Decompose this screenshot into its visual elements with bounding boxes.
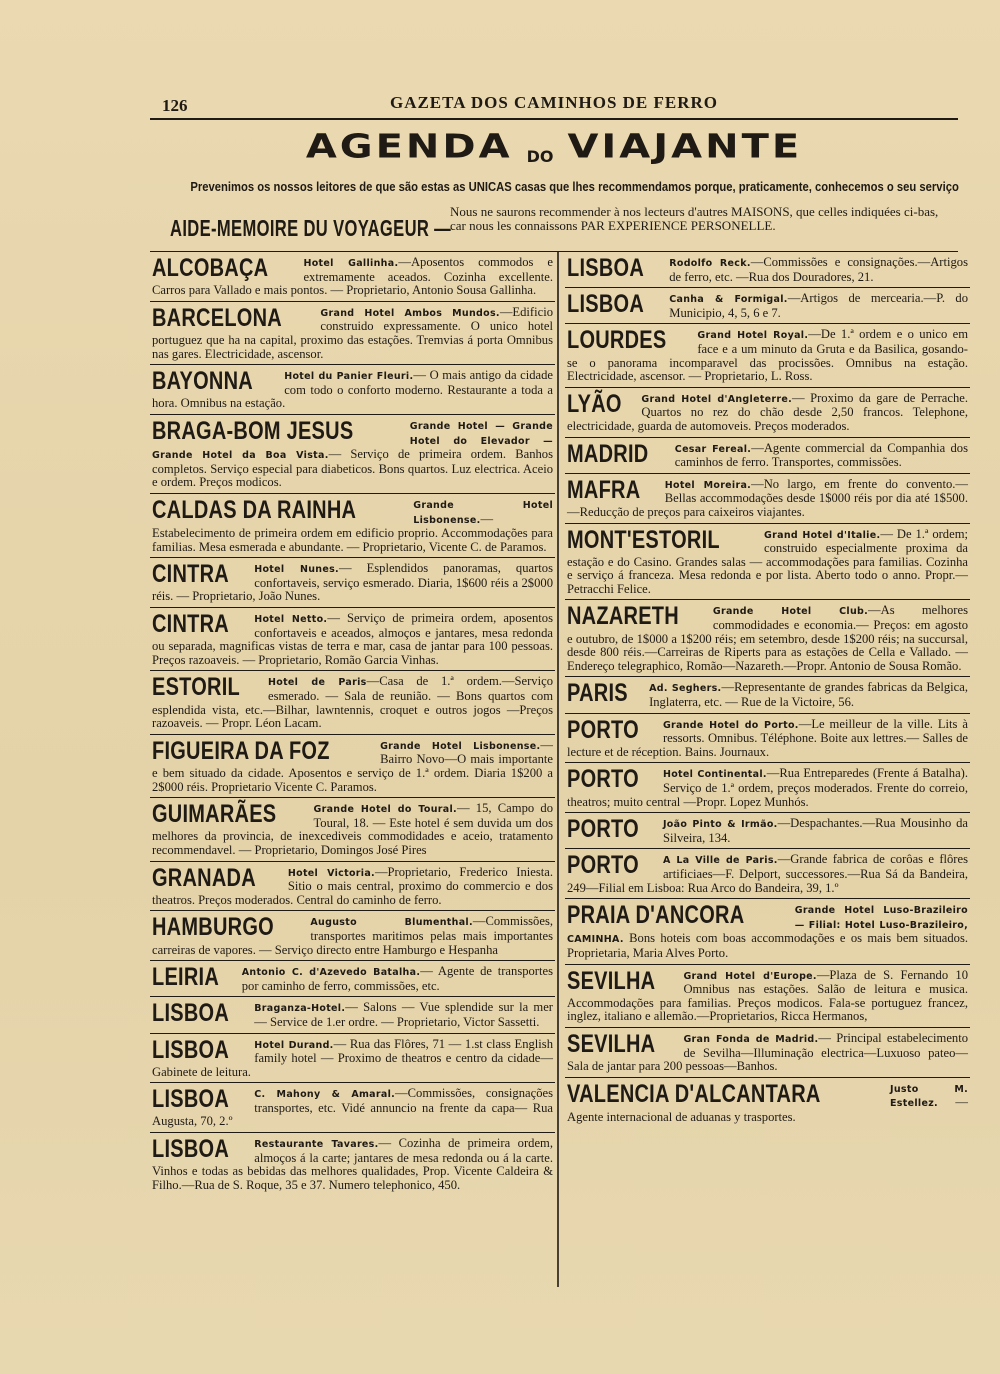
entry-city: MADRID — [567, 439, 649, 468]
aide-memoire — [150, 205, 958, 252]
entry-description: — Agente de transportes por caminho de ferro, commissões, etc. — [241, 964, 553, 993]
entry-establishment-name: Hotel du Panier Fleuri. — [284, 371, 414, 383]
directory-entry — [565, 252, 970, 287]
column-divider — [557, 252, 559, 1287]
directory-entry — [150, 797, 555, 860]
entry-city: CINTRA — [152, 560, 229, 589]
entry-establishment-name: Grande Hotel do Porto. — [662, 719, 799, 731]
entry-city: NAZARETH — [567, 602, 679, 631]
page-header — [150, 92, 958, 120]
entry-description: — Serviço de primeira ordem, aposentos confortaveis e aceados, almoços e jantares, mesa redonda ou separada, magnificas vistas de terra e mar, casa de jantar para 100 pessoas. Preços razoaveis. — Proprietario, Romão Garcia Vinhas. — [152, 611, 553, 667]
directory-entry — [150, 557, 555, 607]
entry-description: —Le meilleur de la ville. Lits à ressorts. Omnibus. Téléphone. Boite aux lettres.— Salles de lecture et de réception. Bains. Journaux. — [567, 716, 969, 759]
entry-establishment-name: Grande Hotel Lisbonense. — [413, 499, 553, 526]
entry-description: — Principal estabelecimento de Sevilha—Illuminação electrica—Luxuoso pateo—Sala de jantar para 200 pessoas—Banhos. — [567, 1030, 968, 1074]
entry-establishment-name: Restaurante Tavares. — [254, 1139, 379, 1151]
entry-city: LISBOA — [152, 1035, 229, 1064]
directory-entry — [565, 599, 970, 676]
directory-entry — [150, 960, 555, 996]
banner-word-agenda: AGENDA — [305, 128, 513, 166]
entry-establishment-name: Antonio C. d'Azevedo Batalha. — [241, 967, 421, 979]
entry-description: — Agente internacional de aduanas y trasportes. — [567, 1095, 968, 1124]
entry-establishment-name: Grand Hotel Ambos Mundos. — [320, 307, 500, 319]
directory-entry — [150, 910, 555, 960]
entry-establishment-name: Ad. Seghers. — [649, 683, 722, 695]
entry-establishment-name: Grand Hotel d'Europe. — [683, 970, 817, 982]
entry-establishment-name: Hotel de Paris — [268, 677, 367, 689]
directory-entry — [150, 996, 555, 1032]
entry-city: MONT'ESTORIL — [567, 525, 720, 554]
directory-entry — [565, 323, 970, 386]
entry-establishment-name: Gran Fonda de Madrid. — [683, 1033, 819, 1045]
entry-description: — Serviço de primeira ordem. Banhos completos. Serviço especial para diabeticos. Bons quartos. Luz electrica. Aceio e ordem. Preços modicos. — [152, 447, 553, 490]
entry-description: —As melhores commodidades e economia.— Preços: em agosto e outubro, de 1$000 a 1$200 réis; em setembro, desde 1$200 réis; na succursal, desde 800 réis.—Carreiras de Riperts para as estações de Cella e Vallado. — Endereço telegraphico, Romão—Nazareth.—Propr. Antonio de Sousa Romão. — [567, 603, 968, 673]
entry-establishment-name: Grande Hotel do Toural. — [313, 804, 457, 816]
entry-description: —Artigos de mercearia.—P. do Municipio, 4, 5, 6 e 7. — [669, 291, 968, 320]
entry-description: —Plaza de S. Fernando 10 Omnibus nas estações. Salão de leitura e musica. Accommodações para familias. Preços modicos. Fala-se portuguez francez, inglez, italiano e allemão.—Proprietarios, Ricca Hermanos, — [567, 967, 968, 1024]
directory-entry — [150, 1082, 555, 1132]
entry-city: LEIRIA — [152, 963, 219, 992]
entry-city: LISBOA — [567, 254, 644, 282]
entry-city: GUIMARÃES — [152, 800, 277, 829]
entry-establishment-name: A La Ville de Paris. — [662, 855, 778, 867]
entry-description: —Commissões e consignações.—Artigos de ferro, etc. —Rua dos Douradores, 21. — [669, 255, 968, 284]
entry-city: LISBOA — [152, 999, 229, 1028]
section-banner — [150, 124, 958, 170]
entry-city: PRAIA D'ANCORA — [567, 901, 745, 930]
entry-establishment-name: Justo M. Estellez. — [890, 1083, 968, 1110]
entry-description: —Agente commercial da Companhia dos caminhos de ferro. Transportes, commissões. — [674, 440, 969, 470]
entry-description: —Aposentos commodos e extremamente aceados. Cozinha excellente. Carros para Vallado e mais pontos. — Proprietario, Antonio Sousa Gallinha. — [152, 255, 553, 298]
directory-entry — [565, 964, 970, 1027]
entry-city: BAYONNA — [152, 367, 253, 396]
directory-entry — [565, 387, 970, 437]
entry-city: LISBOA — [152, 1085, 229, 1114]
directory-entry — [150, 1033, 555, 1083]
entry-establishment-name: Grande Hotel Club. — [712, 606, 869, 618]
entry-establishment-name: Grande Hotel Lisbonense. — [380, 740, 541, 752]
directory-entry — [150, 607, 555, 670]
directory-entry — [150, 301, 555, 364]
entry-establishment-name: Rodolfo Reck. — [669, 258, 751, 269]
entry-establishment-name: Grande Hotel — Grande Hotel do Elevador —Grande Hotel da Boa Vista. — [152, 420, 553, 462]
entry-establishment-name: Hotel Netto. — [254, 614, 328, 626]
entry-city: LISBOA — [152, 1135, 229, 1164]
entry-city: ESTORIL — [152, 673, 240, 702]
aide-memoire-text: Nous ne saurons recommender à nos lecteurs d'autres MAISONS, que celles indiquées ci-bas, car nous les connaissons PAR EXPERIENCE PERSONELLE. — [450, 204, 939, 233]
directory-entry — [565, 762, 970, 812]
entry-description: — Proximo da gare de Perrache. Quartos no rez do chão desde 2,50 francos. Telephone, electricidade, guarda de automoveis. Preços moderados. — [567, 390, 968, 433]
entry-description: — Rua das Flôres, 71 — 1.st class English family hotel — Proximo de theatros e centro da cidade—Gabinete de leitura. — [152, 1036, 554, 1079]
entry-establishment-name: Grand Hotel d'Italie. — [764, 529, 881, 541]
entry-city: LYÃO — [567, 389, 622, 418]
directory-entry — [565, 287, 970, 323]
right-column — [565, 252, 970, 1127]
entry-description: —De 1.ª ordem e o unico em face e a um minuto da Gruta e da Basilica, gosando-se o panorama incomparavel das procissões. Omnibus na estação. Electricidade, ascensor. — Proprietario, L. Ross. — [567, 327, 969, 384]
left-column — [150, 252, 555, 1195]
entry-description: —Commissões, consignações transportes, etc. Vidé annuncio na frente da capa— Rua Augusta, 70, 2.º — [152, 1086, 553, 1129]
directory-entry — [565, 1027, 970, 1077]
directory-entry — [150, 493, 555, 557]
entry-city: LISBOA — [567, 290, 644, 319]
entry-description: — Salons — Vue splendide sur la mer — Service de 1.er ordre. — Proprietario, Victor Sassetti. — [254, 1000, 553, 1029]
entry-city: CALDAS DA RAINHA — [152, 495, 357, 524]
entry-description: — Estabelecimento de primeira ordem em edificio proprio. Accommodações para familias. Mesa esmerada e abundante. — Proprietario, Vicente C. de Paramos. — [152, 511, 553, 554]
entry-establishment-name: Braganza-Hotel. — [254, 1003, 346, 1015]
entry-city: FIGUEIRA DA FOZ — [152, 736, 330, 765]
entry-description: Bons hoteis com boas accommodações e os mais bem situados. Proprietaria, Maria Alves Porto. — [567, 931, 968, 960]
page-number: 126 — [162, 96, 188, 115]
directory-entry — [150, 252, 555, 301]
entry-establishment-name: C. Mahony & Amaral. — [254, 1089, 396, 1101]
entry-city: BARCELONA — [152, 303, 282, 332]
directory-entry — [565, 676, 970, 712]
entry-establishment-name: Grande Hotel Luso-Brazileiro — Filial: Hotel Luso-Brazileiro, CAMINHA. — [567, 905, 968, 946]
publication-title: GAZETA DOS CAMINHOS DE FERRO — [389, 93, 719, 112]
banner-word-viajante: VIAJANTE — [567, 128, 803, 166]
entry-city: GRANADA — [152, 863, 256, 892]
entry-city: VALENCIA D'ALCANTARA — [567, 1079, 821, 1108]
directory-entry — [150, 1132, 555, 1195]
entry-establishment-name: Hotel Gallinha. — [303, 258, 399, 269]
entry-city: SEVILHA — [567, 1029, 656, 1058]
directory-entry — [565, 713, 970, 763]
entry-city: CINTRA — [152, 610, 229, 639]
entry-city: SEVILHA — [567, 966, 656, 995]
entry-description: —Commissões, transportes maritimos pelas mais importantes carreiras de vapores. — Serviço directo entre Hamburgo e Hespanha — [152, 914, 553, 957]
entry-city: LOURDES — [567, 326, 667, 355]
entry-establishment-name: Hotel Durand. — [254, 1039, 334, 1051]
entry-city: ALCOBAÇA — [152, 254, 269, 282]
entry-description: — Cozinha de primeira ordem, almoços á la carte; jantares de mesa redonda ou á la carte. Vinhos e todas as bebidas das melhores qualidades, Prop. Vicente Caldeira & Filho.—Rua de S. Roque, 35 e 37. Numero telephonico, 450. — [152, 1136, 553, 1192]
entry-city: PARIS — [567, 679, 628, 708]
entry-city: PORTO — [567, 851, 639, 880]
entry-establishment-name: Hotel Moreira. — [664, 479, 752, 491]
entry-city: MAFRA — [567, 475, 641, 504]
directory-entry — [150, 861, 555, 911]
directory-entry — [150, 414, 555, 493]
entry-description: —Edificio construido expressamente. O unico hotel portuguez que ha na capital, proximo das estações. Tremvias á porta Omnibus nas gares. Electricidade, ascensor. — [152, 304, 553, 361]
directory-entry — [565, 812, 970, 848]
entry-description: —Rua Entreparedes (Frente á Batalha). Serviço de 1.ª ordem, preços moderados. Frente do correio, theatros; muito central —Propr. Lopez Munhós. — [567, 766, 969, 809]
banner-word-do: DO — [526, 146, 554, 166]
entry-description: —Bairro Novo—O mais importante e bem situado da cidade. Aposentos e serviço de 1.ª ordem. Diaria 1$200 a 2$000 réis. Proprietario Vicente C. Paramos. — [152, 737, 553, 794]
directory-entry — [150, 364, 555, 414]
entry-description: —Representante de grandes fabricas da Belgica, Inglaterra, etc. — Rue de la Victoire, 56. — [649, 680, 968, 710]
directory-entry — [565, 437, 970, 473]
entry-description: —Casa de 1.ª ordem.—Serviço esmerado. — Sala de reunião. — Bons quartos com esplendida vista, etc.—Bilhar, lawntennis, croquet e outros jogos —Preços razoaveis. — Propr. Léon Lacam. — [152, 674, 553, 731]
entry-description: —No largo, em frente do convento.— Bellas accommodações desde 1$000 réis por dia até 1$500.—Reducção de preços para caixeiros viajantes. — [567, 476, 968, 519]
entry-establishment-name: Augusto Blumenthal. — [310, 917, 473, 929]
entry-establishment-name: João Pinto & Irmão. — [662, 819, 778, 831]
entry-city: PORTO — [567, 765, 639, 794]
entry-city: BRAGA-BOM JESUS — [152, 416, 354, 445]
entry-establishment-name: Canha & Formigal. — [669, 294, 788, 306]
entry-city: PORTO — [567, 815, 639, 844]
aide-memoire-title: AIDE-MEMOIRE DU VOYAGEUR — — [170, 215, 452, 241]
directory-entry — [150, 670, 555, 733]
entry-establishment-name: Cesar Fereal. — [674, 443, 752, 455]
entry-description: —Proprietario, Frederico Iniesta. Sitio o mais central, proximo do commercio e dos theatros. Preços moderados. Central do caminho de ferro. — [152, 864, 553, 907]
directory-entry — [565, 898, 970, 963]
entry-description: — O mais antigo da cidade com todo o conforto moderno. Restaurante a toda a hora. Omnibus na estação. — [152, 368, 554, 411]
entry-establishment-name: Hotel Victoria. — [287, 867, 375, 879]
directory-entry — [150, 734, 555, 797]
entry-city: PORTO — [567, 715, 639, 744]
entry-description: — De 1.ª ordem; construido especialmente proxima da estação e do Casino. Grandes salas — accommodações para familias. Cozinha e serviço á franceza. Mesa redonda e por lista. Aberto todo o anno. Propr.—Petracchi Felice. — [567, 526, 968, 596]
directory-entry — [565, 848, 970, 898]
directory-entry — [565, 473, 970, 523]
entry-establishment-name: Hotel Continental. — [662, 769, 767, 781]
entry-description: — 15, Campo do Toural, 18. — Este hotel é sem duvida um dos melhores da provincia, de inexcediveis commodidades e aceio, tratamento recommendavel. — Proprietario, Domingos José Pires — [152, 801, 553, 857]
directory-entry — [565, 523, 970, 600]
entry-establishment-name: Grand Hotel Royal. — [697, 330, 809, 342]
entry-description: —Grande fabrica de corôas e flôres artificiaes—F. Delport, successores.—Rua Sá da Bandeira, 249—Filial em Lisboa: Rua Arco do Bandeira, 39, 1.º — [567, 852, 968, 895]
entry-establishment-name: Hotel Nunes. — [254, 564, 339, 576]
entry-description: — Esplendidos panoramas, quartos confortaveis, serviço esmerado. Diaria, 1$600 réis a 2$000 réis. — Proprietario, João Nunes. — [152, 561, 553, 604]
entry-city: HAMBURGO — [152, 913, 274, 942]
entry-description: —Despachantes.—Rua Mousinho da Silveira, 134. — [662, 816, 969, 845]
directory-entry — [565, 1077, 970, 1128]
intro-notice: Prevenimos os nossos leitores de que são estas as UNICAS casas que lhes recommendamos porque, praticamente, conhecemos o seu serviço — [190, 180, 959, 194]
entry-establishment-name: Grand Hotel d'Angleterre. — [641, 393, 793, 405]
